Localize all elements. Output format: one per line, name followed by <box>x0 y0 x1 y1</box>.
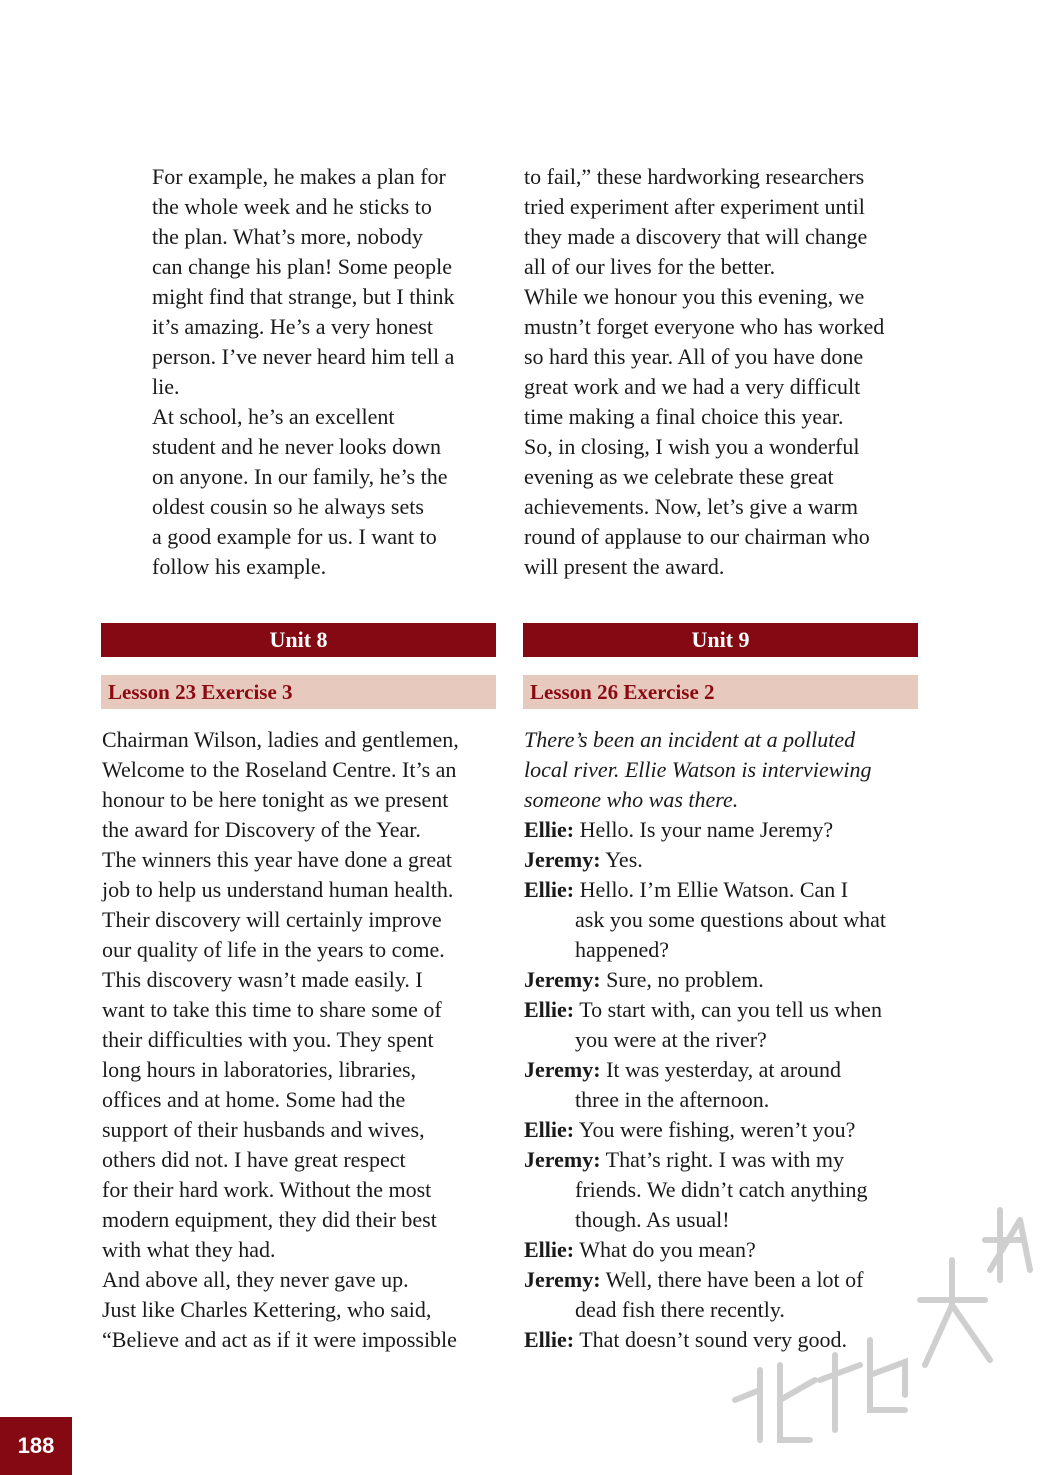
speech-text: Yes. <box>600 847 643 872</box>
lesson-26-header: Lesson 26 Exercise 2 <box>523 675 918 709</box>
speech-text: Hello. I’m Ellie Watson. Can I <box>574 877 849 902</box>
paragraph-line: mustn’t forget everyone who has worked <box>524 314 885 339</box>
paragraph-line: can change his plan! Some people <box>152 254 452 279</box>
paragraph-line: it’s amazing. He’s a very honest <box>152 314 434 339</box>
paragraph-line: round of applause to our chairman who <box>524 524 870 549</box>
paragraph-line: lie. <box>152 374 180 399</box>
paragraph-line: the whole week and he sticks to <box>152 194 432 219</box>
speaker-name: Jeremy: <box>524 1057 601 1082</box>
paragraph-line: evening as we celebrate these great <box>524 464 834 489</box>
unit-9-header: Unit 9 <box>523 623 918 657</box>
speaker-name: Jeremy: <box>524 847 601 872</box>
speech-line: Just like Charles Kettering, who said, <box>102 1297 432 1322</box>
lesson-23-header: Lesson 23 Exercise 3 <box>101 675 496 709</box>
speech-continuation: ask you some questions about what <box>575 907 887 932</box>
paragraph-line: While we honour you this evening, we <box>524 284 865 309</box>
speech-continuation: friends. We didn’t catch anything <box>575 1177 868 1202</box>
paragraph-line: At school, he’s an excellent <box>152 404 395 429</box>
previous-text-left <box>152 162 454 582</box>
scene-intro-line: There’s been an incident at a polluted <box>524 727 856 752</box>
speech-text: Well, there have been a lot of <box>600 1267 864 1292</box>
speech-line: modern equipment, they did their best <box>102 1207 437 1232</box>
paragraph-line: follow his example. <box>152 554 327 579</box>
dialogue-turn <box>524 875 886 905</box>
speaker-name: Ellie: <box>524 817 575 842</box>
speech-line: their difficulties with you. They spent <box>102 1027 434 1052</box>
paragraph-line: so hard this year. All of you have done <box>524 344 864 369</box>
speaker-name: Ellie: <box>524 1237 575 1262</box>
paragraph-line: on anyone. In our family, he’s the <box>152 464 448 489</box>
speech-line: job to help us understand human health. <box>102 877 454 902</box>
paragraph-line: For example, he makes a plan for <box>152 164 446 189</box>
speech-text: What do you mean? <box>574 1237 756 1262</box>
speaker-name: Ellie: <box>524 997 575 1022</box>
speech-line: honour to be here tonight as we present <box>102 787 449 812</box>
speaker-name: Jeremy: <box>524 1267 601 1292</box>
paragraph-line: time making a final choice this year. <box>524 404 844 429</box>
paragraph-line: to fail,” these hardworking researchers <box>524 164 865 189</box>
paragraph-line: they made a discovery that will change <box>524 224 868 249</box>
speaker-name: Ellie: <box>524 1327 575 1352</box>
paragraph-line: the plan. What’s more, nobody <box>152 224 423 249</box>
scene-intro-line: local river. Ellie Watson is interviewing <box>524 757 872 782</box>
award-speech <box>102 725 459 1355</box>
dialogue-turn <box>524 965 886 995</box>
unit-8-header: Unit 8 <box>101 623 496 657</box>
paragraph-line: achievements. Now, let’s give a warm <box>524 494 858 519</box>
speech-line: And above all, they never gave up. <box>102 1267 409 1292</box>
speech-line: Chairman Wilson, ladies and gentlemen, <box>102 727 459 752</box>
speech-line: the award for Discovery of the Year. <box>102 817 421 842</box>
speech-text: It was yesterday, at around <box>600 1057 842 1082</box>
speech-text: That’s right. I was with my <box>600 1147 844 1172</box>
speech-line: our quality of life in the years to come. <box>102 937 445 962</box>
speech-line: for their hard work. Without the most <box>102 1177 432 1202</box>
paragraph-line: person. I’ve never heard him tell a <box>152 344 455 369</box>
dialogue-turn <box>524 845 886 875</box>
paragraph-line: a good example for us. I want to <box>152 524 437 549</box>
speech-text: You were fishing, weren’t you? <box>574 1117 856 1142</box>
paragraph-line: So, in closing, I wish you a wonderful <box>524 434 860 459</box>
speech-text: That doesn’t sound very good. <box>574 1327 848 1352</box>
speech-line: want to take this time to share some of <box>102 997 442 1022</box>
speech-line: support of their husbands and wives, <box>102 1117 425 1142</box>
speaker-name: Ellie: <box>524 877 575 902</box>
speech-line: with what they had. <box>102 1237 276 1262</box>
speaker-name: Jeremy: <box>524 1147 601 1172</box>
dialogue-turn <box>524 1055 886 1085</box>
paragraph-line: all of our lives for the better. <box>524 254 776 279</box>
speaker-name: Ellie: <box>524 1117 575 1142</box>
paragraph-line: will present the award. <box>524 554 725 579</box>
dialogue-turn <box>524 815 886 845</box>
speech-line: Welcome to the Roseland Centre. It’s an <box>102 757 457 782</box>
speech-continuation: though. As usual! <box>575 1207 730 1232</box>
speech-continuation: dead fish there recently. <box>575 1297 785 1322</box>
speech-continuation: three in the afternoon. <box>575 1087 770 1112</box>
publisher-watermark <box>720 1140 1040 1460</box>
scene-intro-line: someone who was there. <box>524 787 739 812</box>
speech-line: “Believe and act as if it were impossible <box>102 1327 457 1352</box>
page-number: 188 <box>0 1417 72 1475</box>
speech-line: others did not. I have great respect <box>102 1147 406 1172</box>
paragraph-line: student and he never looks down <box>152 434 441 459</box>
speech-continuation: you were at the river? <box>575 1027 767 1052</box>
speaker-name: Jeremy: <box>524 967 601 992</box>
paragraph-line: tried experiment after experiment until <box>524 194 865 219</box>
speech-line: offices and at home. Some had the <box>102 1087 406 1112</box>
speech-continuation: happened? <box>575 937 670 962</box>
speech-line: Their discovery will certainly improve <box>102 907 442 932</box>
speech-text: Hello. Is your name Jeremy? <box>574 817 834 842</box>
speech-text: Sure, no problem. <box>600 967 764 992</box>
dialogue-turn <box>524 995 886 1025</box>
speech-line: This discovery wasn’t made easily. I <box>102 967 423 992</box>
paragraph-line: oldest cousin so he always sets <box>152 494 424 519</box>
speech-text: To start with, can you tell us when <box>574 997 882 1022</box>
speech-line: The winners this year have done a great <box>102 847 453 872</box>
paragraph-line: might find that strange, but I think <box>152 284 455 309</box>
speech-line: long hours in laboratories, libraries, <box>102 1057 417 1082</box>
paragraph-line: great work and we had a very difficult <box>524 374 861 399</box>
previous-text-right <box>524 162 884 582</box>
